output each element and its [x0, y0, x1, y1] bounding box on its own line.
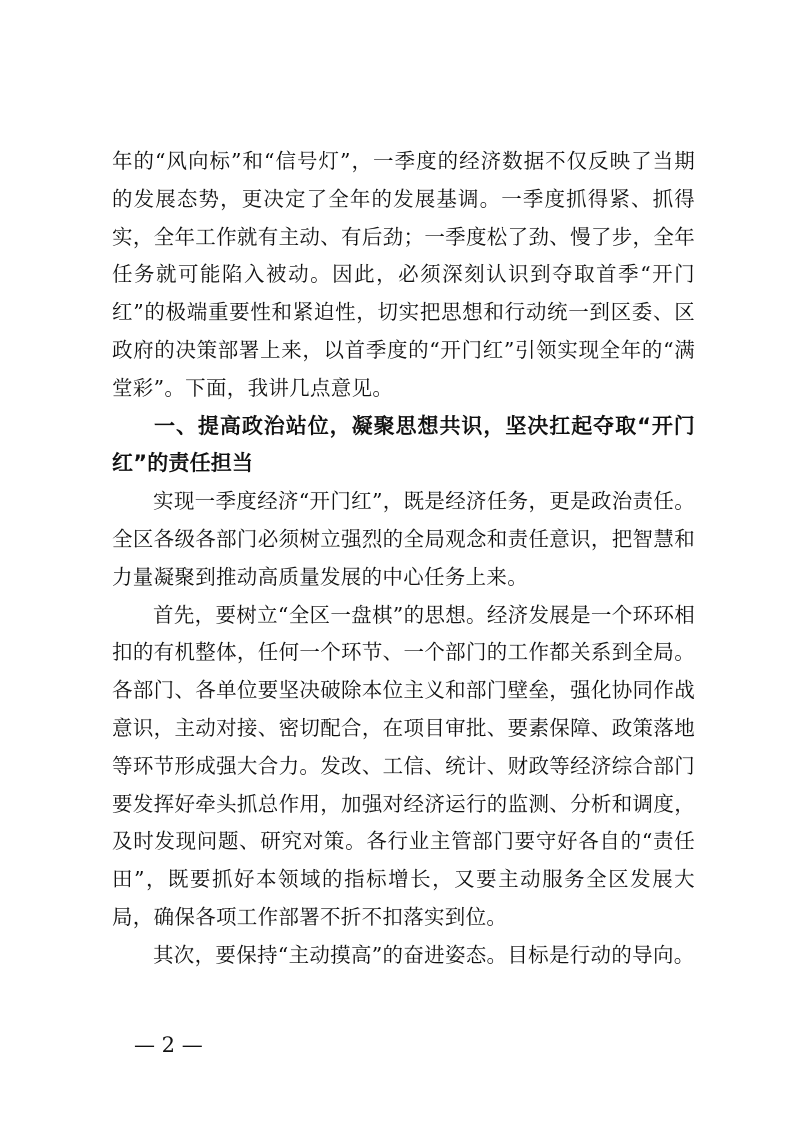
body-paragraph-4: 其次，要保持“主动摸高”的奋进姿态。目标是行动的导向。 [153, 942, 695, 967]
body-paragraph-1: 年的“风向标”和“信号灯”，一季度的经济数据不仅反映了当期的发展态势，更决定了全年的发展基调。一季度抓得紧、抓得实，全年工作就有主动、有后劲；一季度松了劲、慢了步，全年任务就可能陷入被动。因此，必须深刻认识到夺取首季“开门红”的极端重要性和紧迫性，切实把思想和行动统一到区委、区政府的决策部署上来，以首季度的“开门红”引领实现全年的“满堂彩”。下面，我讲几点意见。 [112, 149, 695, 400]
document-body [112, 143, 695, 975]
page-number: — 2 — [134, 1033, 203, 1057]
body-paragraph-2: 实现一季度经济“开门红”，既是经济任务，更是政治责任。全区各级各部门必须树立强烈的全局观念和责任意识，把智慧和力量凝聚到推动高质量发展的中心任务上来。 [112, 489, 695, 589]
section-heading-1: 一、提高政治站位，凝聚思想共识，坚决扛起夺取“开门红”的责任担当 [112, 413, 695, 476]
body-paragraph-3: 首先，要树立“全区一盘棋”的思想。经济发展是一个环环相扣的有机整体，任何一个环节、一个部门的工作都关系到全局。各部门、各单位要坚决破除本位主义和部门壁垒，强化协同作战意识，主动对接、密切配合，在项目审批、要素保障、政策落地等环节形成强大合力。发改、工信、统计、财政等经济综合部门要发挥好牵头抓总作用，加强对经济运行的监测、分析和调度，及时发现问题、研究对策。各行业主管部门要守好各自的“责任田”，既要抓好本领域的指标增长，又要主动服务全区发展大局，确保各项工作部署不折不扣落实到位。 [112, 602, 695, 929]
